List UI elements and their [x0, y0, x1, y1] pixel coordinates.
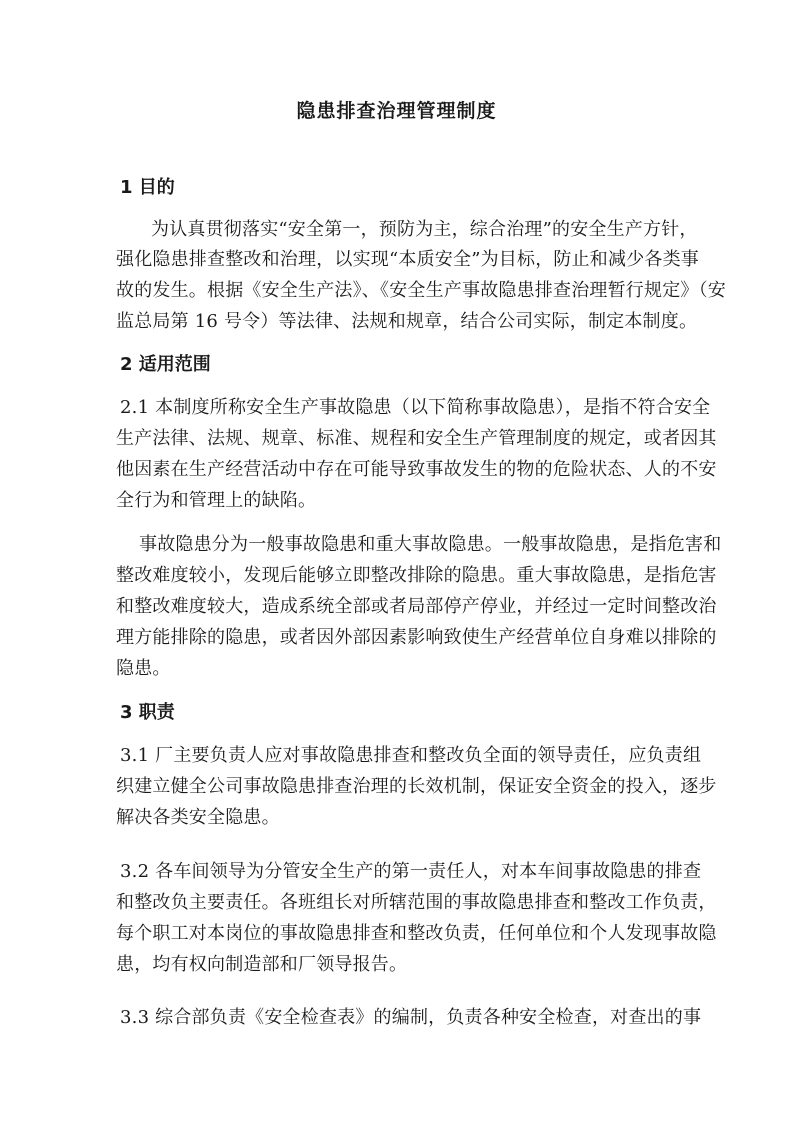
paragraph-line: 解决各类安全隐患。 — [116, 807, 280, 828]
paragraph-line: 2.1 本制度所称安全生产事故隐患（以下简称事故隐患），是指不符合安全 — [120, 397, 711, 418]
paragraph-line: 3.2 各车间领导为分管安全生产的第一责任人，对本车间事故隐患的排查 — [120, 861, 702, 882]
paragraph-line: 理方能排除的隐患，或者因外部因素影响致使生产经营单位自身难以排除的 — [116, 627, 717, 648]
section-heading-purpose: 1 目的 — [120, 177, 175, 198]
paragraph-line: 故的发生。根据《安全生产法》、《安全生产事故隐患排查治理暂行规定》（安 — [116, 280, 726, 301]
paragraph-line: 全行为和管理上的缺陷。 — [116, 490, 317, 511]
paragraph-line: 整改难度较小，发现后能够立即整改排除的隐患。重大事故隐患，是指危害 — [116, 565, 717, 586]
paragraph-line: 事故隐患分为一般事故隐患和重大事故隐患。一般事故隐患，是指危害和 — [139, 534, 722, 555]
paragraph-line: 为认真贯彻落实“安全第一，预防为主，综合治理”的安全生产方针， — [151, 219, 698, 240]
paragraph-line: 生产法律、法规、规章、标准、规程和安全生产管理制度的规定，或者因其 — [116, 428, 717, 449]
paragraph-line: 强化隐患排查整改和治理，以实现“本质安全”为目标，防止和减少各类事 — [116, 249, 700, 270]
paragraph-line: 3.3 综合部负责《安全检查表》的编制，负责各种安全检查，对查出的事 — [120, 1007, 702, 1028]
paragraph-line: 患，均有权向制造部和厂领导报告。 — [116, 954, 408, 975]
paragraph-line: 织建立健全公司事故隐患排查治理的长效机制，保证安全资金的投入，逐步 — [116, 776, 717, 797]
paragraph-line: 隐患。 — [116, 658, 171, 679]
paragraph-line: 和整改负主要责任。各班组长对所辖范围的事故隐患排查和整改工作负责， — [116, 892, 717, 913]
paragraph-line: 监总局第 16 号令）等法律、法规和规章，结合公司实际，制定本制度。 — [116, 311, 698, 332]
paragraph-line: 每个职工对本岗位的事故隐患排查和整改负责，任何单位和个人发现事故隐 — [116, 923, 717, 944]
paragraph-line: 3.1 厂主要负责人应对事故隐患排查和整改负全面的领导责任，应负责组 — [120, 745, 702, 766]
paragraph-line: 他因素在生产经营活动中存在可能导致事故发生的物的危险状态、人的不安 — [116, 459, 717, 480]
section-heading-responsibilities: 3 职责 — [120, 702, 175, 723]
paragraph-line: 和整改难度较大，造成系统全部或者局部停产停业，并经过一定时间整改治 — [116, 596, 717, 617]
section-heading-scope: 2 适用范围 — [120, 354, 211, 375]
document-title: 隐患排查治理管理制度 — [296, 100, 497, 122]
